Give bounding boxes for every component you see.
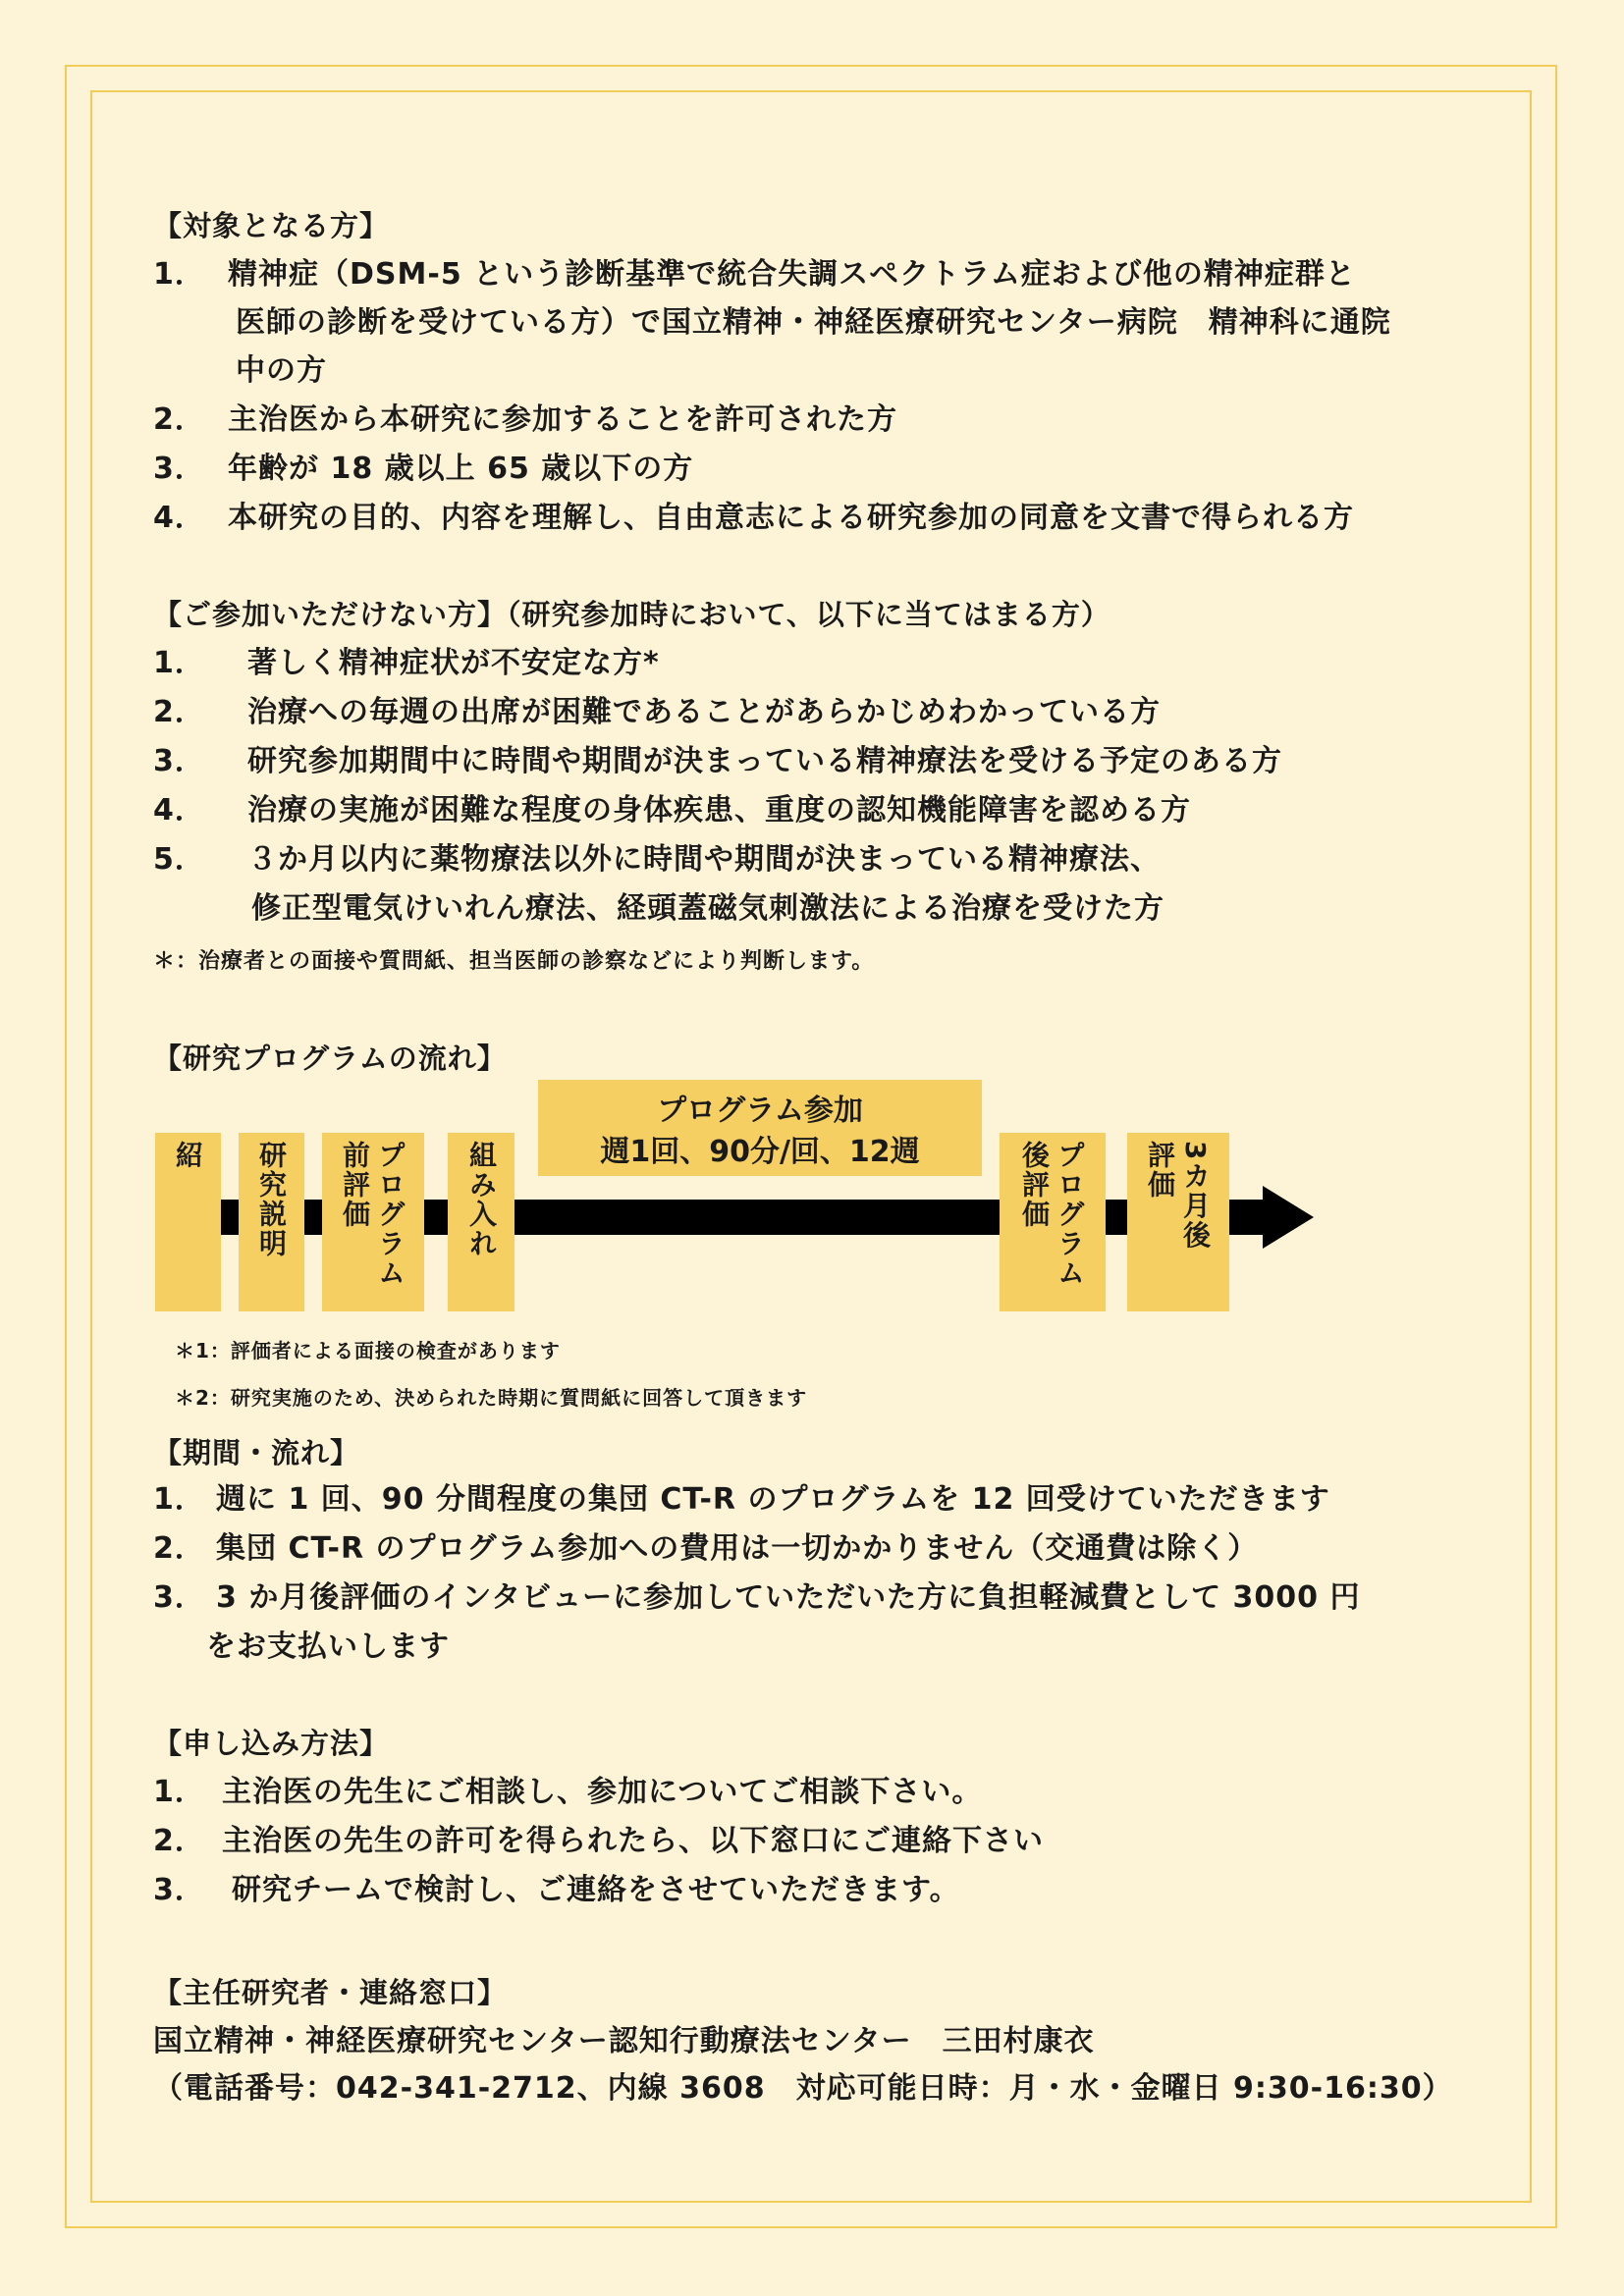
target-item-3-line-1: 年齢が 18 歳以上 65 歳以下の方 xyxy=(228,452,694,486)
step-box-post-eval xyxy=(1000,1133,1106,1311)
apply-item-2-line-1: 主治医の先生の許可を得られたら、以下窓口にご連絡下さい xyxy=(222,1824,1044,1858)
period-item-3-line-1: 3 か月後評価のインタビューに参加していただいた方に負担軽減費として 3000 円 xyxy=(216,1580,1361,1615)
step-pre-eval-label-2: 前評価 xyxy=(339,1141,371,1229)
excluded-item-4-num: 4． xyxy=(153,793,205,828)
target-item-1-line-3: 中の方 xyxy=(236,353,327,388)
excluded-item-1-num: 1． xyxy=(153,646,205,680)
program-subtitle: 週1回、90分/回、12週 xyxy=(600,1135,920,1169)
excluded-heading: 【ご参加いただけない方】（研究参加時において、以下に当てはまる方） xyxy=(153,598,1110,631)
step-enrollment-label: 組み入れ xyxy=(465,1141,498,1258)
step-box-referral xyxy=(155,1133,221,1311)
period-item-2-num: 2． xyxy=(153,1531,205,1566)
arrow-shaft-segment-2 xyxy=(304,1200,322,1235)
arrow-head xyxy=(1263,1186,1314,1249)
excluded-item-5-line-2: 修正型電気けいれん療法、経頭蓋磁気刺激法による治療を受けた方 xyxy=(251,891,1164,926)
excluded-item-5-line-1: ３か月以内に薬物療法以外に時間や期間が決まっている精神療法、 xyxy=(247,842,1161,877)
step-box-explanation xyxy=(239,1133,304,1311)
period-item-2-line-1: 集団 CT-R のプログラム参加への費用は一切かかりません（交通費は除く） xyxy=(216,1531,1259,1566)
step-box-enrollment xyxy=(448,1133,514,1311)
step-pre-eval-label-1: プログラム xyxy=(374,1141,406,1288)
step-referral-label-1: 紹 xyxy=(172,1141,204,1170)
program-title: プログラム参加 xyxy=(657,1094,863,1128)
step-post-eval-label-1: プログラム xyxy=(1054,1141,1086,1288)
period-item-1-line-1: 週に 1 回、90 分間程度の集団 CT-R のプログラムを 12 回受けていただきます xyxy=(216,1482,1330,1517)
step-post-eval-label-2: 後評価 xyxy=(1018,1141,1051,1229)
step-box-3month-eval xyxy=(1127,1133,1229,1311)
arrow-shaft-segment-5 xyxy=(1106,1200,1127,1235)
apply-heading: 【申し込み方法】 xyxy=(153,1727,390,1760)
target-item-2-line-1: 主治医から本研究に参加することを許可された方 xyxy=(228,402,897,437)
target-item-4-num: 4． xyxy=(153,501,205,535)
target-item-2-num: 2． xyxy=(153,402,205,437)
excluded-item-3-num: 3． xyxy=(153,744,205,778)
period-item-1-num: 1． xyxy=(153,1482,205,1517)
target-heading: 【対象となる方】 xyxy=(153,209,390,242)
step-3month-label-2: 評価 xyxy=(1144,1141,1176,1200)
period-item-3-num: 3． xyxy=(153,1580,205,1615)
target-item-4-line-1: 本研究の目的、内容を理解し、自由意志による研究参加の同意を文書で得られる方 xyxy=(228,501,1354,535)
excluded-item-5-num: 5． xyxy=(153,842,205,877)
target-item-3-num: 3． xyxy=(153,452,205,486)
excluded-note: ＊：治療者との面接や質問紙、担当医師の診察などにより判断します。 xyxy=(153,949,875,974)
target-item-1-num: 1． xyxy=(153,257,205,292)
step-box-pre-eval xyxy=(322,1133,424,1311)
contact-line-1: 国立精神・神経医療研究センター認知行動療法センター 三田村康衣 xyxy=(153,2024,1095,2058)
period-heading: 【期間・流れ】 xyxy=(153,1436,360,1469)
flow-heading: 【研究プログラムの流れ】 xyxy=(153,1041,507,1075)
excluded-item-2-num: 2． xyxy=(153,695,205,729)
apply-item-1-num: 1． xyxy=(153,1775,205,1809)
target-item-1-line-2: 医師の診断を受けている方）で国立精神・神経医療研究センター病院 精神科に通院 xyxy=(236,305,1391,340)
step-explanation-label: 研究説明 xyxy=(255,1141,288,1258)
excluded-item-1-line-1: 著しく精神症状が不安定な方* xyxy=(247,646,660,680)
apply-item-3-num: 3． xyxy=(153,1873,205,1907)
flow-note-1: ＊1：評価者による面接の検査があります xyxy=(175,1339,561,1362)
excluded-item-4-line-1: 治療の実施が困難な程度の身体疾患、重度の認知機能障害を認める方 xyxy=(247,793,1191,828)
arrow-shaft-segment-6 xyxy=(1229,1200,1265,1235)
contact-heading: 【主任研究者・連絡窓口】 xyxy=(153,1976,508,2009)
excluded-item-3-line-1: 研究参加期間中に時間や期間が決まっている精神療法を受ける予定のある方 xyxy=(247,744,1282,778)
apply-item-1-line-1: 主治医の先生にご相談し、参加についてご相談下さい。 xyxy=(222,1775,983,1809)
excluded-item-2-line-1: 治療への毎週の出席が困難であることがあらかじめわかっている方 xyxy=(247,695,1161,729)
apply-item-2-num: 2． xyxy=(153,1824,205,1858)
apply-item-3-line-1: 研究チームで検討し、ご連絡をさせていただきます。 xyxy=(232,1873,960,1907)
flow-note-2: ＊2：研究実施のため、決められた時期に質問紙に回答して頂きます xyxy=(175,1386,808,1410)
step-3month-label-1: 3カ月後 xyxy=(1179,1141,1212,1251)
program-participation-box xyxy=(538,1080,982,1176)
contact-line-2: （電話番号：042-341-2712、内線 3608 対応可能日時：月・水・金曜日 9:30-16:30） xyxy=(153,2071,1453,2106)
target-item-1-line-1: 精神症（DSM-5 という診断基準で統合失調スペクトラム症および他の精神症群と xyxy=(228,257,1356,292)
arrow-shaft-segment-3 xyxy=(424,1200,448,1235)
period-item-3-line-2: をお支払いします xyxy=(206,1629,450,1664)
arrow-shaft-segment-4 xyxy=(514,1200,1000,1235)
